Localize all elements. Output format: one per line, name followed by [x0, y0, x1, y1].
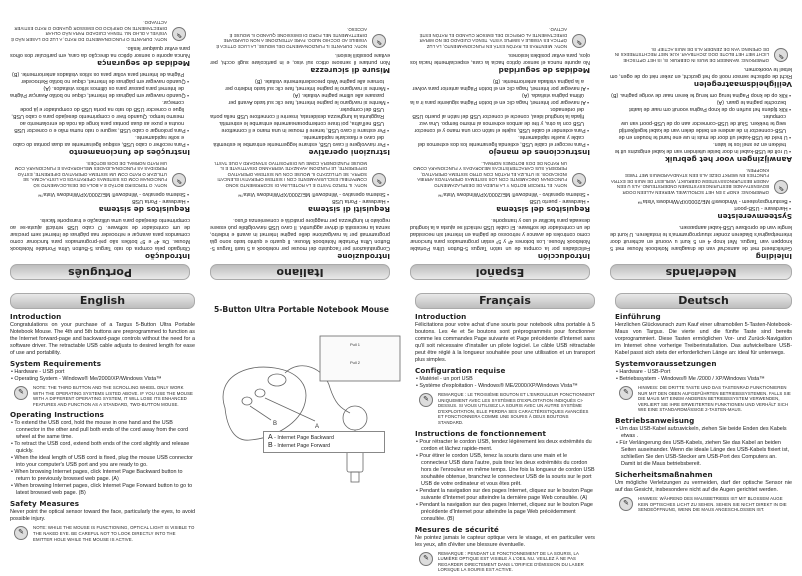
requirements-list	[415, 376, 595, 390]
list-item: • To extend the USB cord, hold the mouse in one hand and the USB connector in the other and pull both ends of the cord away from the cord wheel at the same time.	[10, 420, 195, 441]
note	[10, 525, 195, 542]
note-text: OPMERKING: WANNEER DE MUIS IN GEBRUIK IS, IS HET OPTISCHE LICHT MET HET BLOTE OOG ZICHTBAAR. KIJK NIET RECHTSTREEKS IN DE OPENING VAN DE ZENDER ALS DE MUIS ACTIEF IS.	[614, 46, 769, 64]
intro-title: Introdução	[144, 252, 190, 261]
note-icon: ✎	[419, 552, 433, 566]
inset-label-2: Pull 2	[350, 360, 361, 365]
requirements-title: Systeemvereisten	[717, 212, 792, 221]
intro-title: Introduction	[415, 312, 467, 321]
note	[610, 167, 792, 195]
list-item: • Quando navegar em páginas de Internet, clique no botão Avançar Página de Internet para passar para os últimos sítios visitados. (A)	[10, 84, 190, 98]
operating-list	[415, 439, 595, 523]
cord-reel	[343, 406, 367, 430]
section-francais	[405, 288, 605, 576]
section-nederlands	[600, 43, 802, 285]
list-item: • Hardware - USB port	[10, 369, 195, 376]
intro-title: Introducción	[537, 252, 590, 261]
note-icon: ✎	[14, 386, 28, 400]
safety-text: Never point the optical sensor toward the face, particularly the eyes, to avoid possible injury.	[10, 509, 195, 523]
note-text: REMARQUE : PENDANT LE FONCTIONNEMENT DE LA SOURIS, LA LUMIÈRE OPTIQUE EST VISIBLE À L'OEIL NU. VEILLEZ À NE PAS REGARDER DIRECTEMENT DANS L'ORIFICE D'ÉMISSION DU LASER LORSQUE LA SOURIS EST ACTIVE.	[438, 550, 584, 573]
list-item: • Hardware - puerto USB	[410, 197, 590, 204]
operating-title: Betriebsanweisung	[615, 415, 695, 425]
list-item: • Klik tijdens het surfen op de knop Pagina vooruit om naar de laatst bezochte pagina te gaan. (A)	[610, 98, 792, 112]
safety-title: Misure di sicurezza	[310, 66, 390, 76]
safety-title: Medidas de segurança	[97, 59, 190, 69]
language-heading: Italiano	[210, 264, 390, 280]
requirements-title: Systemvoraussetzungen	[615, 359, 717, 368]
safety-text: Ne pointez jamais le capteur optique vers le visage, et en particulier vers les yeux, afin d'éviter une blessure éventuelle.	[415, 534, 595, 548]
note-icon: ✎	[14, 526, 28, 540]
figure-legend	[263, 431, 385, 453]
list-item: • Pour rétracter le cordon USB, tendez légèrement les deux extrémités du cordon et lâchez rapide-ment.	[415, 439, 595, 453]
note-text: NOTE: WHILE THE MOUSE IS FUNCTIONING, OPTICAL LIGHT IS VISIBLE TO THE NAKED EYE. BE CAREFUL NOT TO LOOK DIRECTLY INTO THE EMITTER HOLE WHILE THE MOUSE IS ACTIVE.	[33, 525, 195, 542]
inset-label-1: Pull 1	[350, 342, 361, 347]
list-item: • U rolt de USB-kabel in door beide uiteinden van de kabel enigszins uit te trekken en ze snel los te laten.	[610, 140, 792, 154]
note-text: NOTA: DURANTE O FUNCIONAMENTO DO RATO, A LUZ DO LASER NÃO É VISÍVEL A OLHO NU. TENHA CUIDADO PARA NÃO OLHAR DIRECTAMENTE NO ORIFÍCIO DO EMISSOR QUANDO O RATO ESTIVER ACTIVADO.	[10, 20, 167, 43]
note	[210, 160, 390, 188]
safety-title: Veiligheidsmaatregelen	[693, 80, 792, 90]
requirements-title: System Requirements	[10, 359, 102, 368]
requirements-list	[210, 190, 390, 204]
list-item: • Besturingssysteem - Windows® ME/2000/XP/Windows Vista™	[610, 197, 792, 204]
section-english	[0, 288, 205, 545]
operating-title: Instructions de fonctionnement	[415, 428, 546, 438]
list-item: • Para extender el cable USB, sujete el ratón con una mano y el conector USB con la otra, y tire de ambos extremos al mismo tiempo. Una vez fijada la longitud ideal, conecte el conector USB del ratón al puerto USB del ordenador.	[410, 105, 590, 133]
list-item: • Betriebssystem - Windows® Me /2000 / XP/Windows Vista™	[615, 376, 792, 383]
requirements-list	[10, 369, 195, 383]
list-item: • Hardware - Porta USB	[10, 197, 190, 204]
intro-text: Felicidades por la compra de un ratón Targus 5-Button Ultra Portable Notebook Mouse. Los botones 4º y 5º están programados para funcionar como controles de avance y retroceso de página en Internet sin necesidad de un controlador de software. El cable USB retráctil se ajusta a la longitud deseada para facilitar el uso y transporte.	[410, 217, 590, 251]
note-text: NOTA: EL TERCER BOTÓN Y LA RUEDA DE DESPLAZAMIENTO FUNCIONAN ÚNICAMENTE CON LOS SISTEMAS OPERATIVOS ARRIBA INDICADOS. SI UTILIZA EL RATÓN CON OTRO SISTEMA OPERATIVO, PERDERÁ SUS CARACTERÍSTICAS MEJORADAS Y FUNCIONARÁ COMO UN RATÓN DE DOS BOTONES NORMAL.	[413, 160, 567, 188]
operating-list	[410, 77, 590, 147]
requirements-list	[410, 190, 590, 204]
note-icon: ✎	[572, 173, 586, 187]
intro-text: Gefeliciteerd met de aanschaf van de draagbare Notebook Mouse met 5 knoppen van Targus. Met knop 4 en 5 kunt u vooruit en achteruit door internetpagina's bladeren zonder stuurprogramma's te installeren. U kunt de lengte van de oprolbare USB-kabel aanpassen.	[610, 224, 792, 251]
callout-b: B	[273, 421, 278, 427]
upside-down-half	[0, 0, 802, 285]
note	[210, 27, 390, 49]
list-item: • Al navegar por Internet, haga clic en el botón Página anterior para volver a la página visitada anteriormente. (B)	[410, 77, 590, 91]
section-deutsch	[605, 288, 802, 516]
note	[610, 46, 792, 63]
note-icon: ✎	[774, 48, 788, 62]
requirements-list	[610, 197, 792, 211]
section-portugues	[0, 17, 200, 285]
note	[10, 20, 190, 42]
language-heading: Español	[410, 264, 590, 280]
list-item: • When browsing Internet pages, click Internet Page Forward button to go to latest browsed web page. (B)	[10, 483, 195, 497]
safety-title: Safety Measures	[10, 499, 80, 509]
list-item: • Für Verlängerung des USB-Kabels, ziehen Sie das Kabel an beiden Seiten auseinander. Wenn die ideale Länge des USB-Kabels fixiert ist, schließen Sie den USB-Stecker am USB-Port des Computers an. Damit ist die Maus betriebsbereit.	[615, 440, 792, 468]
note-icon: ✎	[619, 497, 633, 511]
note-icon: ✎	[172, 27, 186, 41]
note-text: NOTA: O TERCEIRO BOTÃO E A BOLA DE DESLOCAMENTO SÓ FUNCIONAM COM OS SISTEMAS OPERATIVOS DA LISTA ACIMA. SE UTILIZAR O RATO COM UM SISTEMA OPERATIVO DIFERENTE, ESTÃO PERDIDAS AS FUNCIONALIDADES MELHORADAS E FUNCIONARÁ COM UM RATO NORMAL DE DOIS BOTÕES.	[14, 160, 167, 188]
safety-text: No apunte nunca el sensor óptico hacia la cara, especialmente hacia los ojos, para evitar posibles lesiones.	[410, 52, 590, 66]
operating-title: Istruzioni operative	[308, 148, 390, 158]
list-item: • Per estrarre il cavo USB, tenere il mouse in una mano e il connettore USB nell'altra, poi tirare contemporaneamente entrambe le estremità. Raggiunta la lunghezza desiderata, inserire il connettore USB nella porta USB del computer.	[210, 105, 390, 133]
mouse-body	[223, 367, 306, 440]
note-icon: ✎	[372, 173, 386, 187]
requirements-title: Requisitos del sistema	[496, 205, 590, 214]
requirements-title: Configuration requise	[415, 366, 506, 375]
requirements-list	[615, 369, 792, 383]
list-item: • Sistema operativo - Windows® ME/2000/XP/Windows Vista™	[410, 190, 590, 197]
intro-title: Introduction	[10, 312, 62, 321]
intro-text: Félicitations pour votre achat d'une souris pour notebook ultra portable à 5 boutons. Les 4e et 5e boutons sont préprogrammés pour fonctionner comme les commandes Page suivante et Page précédente d'Internet sans qu'il soit nécessaire d'installer un pilote logiciel. Le câble USB rétractable peut être réglé à la longueur souhaitée pour une utilisation et un transport plus simples.	[415, 322, 595, 363]
note-text: NOTA: IL TERZO TASTO E LA ROTELLINA DI SCORRIMENTO SONO COMPATIBILI ESCLUSIVAMENTE CON I SISTEMI OPERATIVI ELENCATI SOPRA. SE UTILIZZATO IL MOUSE CON UN SISTEMA OPERATIVO DIFFERENTE, LE FUNZIONI AVANZATE VERRANNO DISATTIVATE E IL MOUSE FUNZIONERÀ COME UN DISPOSITIVO STANDARD A DUE TASTI.	[213, 160, 367, 188]
note-text: NOTA: DURANTE IL FUNZIONAMENTO DEL MOUSE, LA LUCE OTTICA È VISIBILE AD OCCHIO NUDO. FARE ATTENZIONE A NON GUARDARE DIRETTAMENTE NEL FORO DI EMISSIONE QUANDO IL MOUSE È ACCESO.	[216, 27, 367, 50]
list-item: • When browsing Internet pages, click Internet Page Backward button to return to previously browsed web page. (A)	[10, 469, 195, 483]
note	[415, 551, 595, 573]
list-item: • Pour étirer le cordon USB, tenez la souris dans une main et le connecteur USB dans l'autre, puis tirez les deux extrémités du cordon hors de l'enrouleur en même temps. Une fois la longueur de cordon USB souhaitée obtenue, branchez le connecteur USB de la souris sur le port USB de votre ordinateur et vous êtes prêt.	[415, 453, 595, 488]
list-item: • Sistema operativo - Windows® ME/2000/XP/Windows Vista™	[210, 190, 390, 197]
section-espanol	[400, 24, 600, 285]
note	[615, 496, 792, 513]
operating-title: Instruções de funcionamento	[68, 148, 190, 158]
safety-text: Richt de optische sensor nooit op het gezicht, en zeker niet op de ogen, om letsel te voorkomen.	[610, 66, 792, 80]
language-heading: Deutsch	[615, 293, 792, 309]
note-text: NOTA: MIENTRAS EL RATÓN ESTÁ EN FUNCIONAMIENTO, LA LUZ ÓPTICA ES VISIBLE A SIMPLE VISTA. TENGA CUIDADO DE NO MIRAR DIRECTAMENTE AL ORIFICIO DEL EMISOR CUANDO EL RATÓN ESTÉ ACTIVO.	[419, 27, 567, 50]
list-item: • Quando navegar em páginas de Internet, clique no botão Retroceder Página de Internet para voltar para os sítios visitados anteriormente. (B)	[10, 70, 190, 84]
safety-title: Sicherheitsmaßnahmen	[615, 469, 713, 479]
list-item: • Pendant la navigation sur des pages Internet, cliquez sur le bouton Page suivante d'Internet pour atteindre la dernière page Web consultée. (A)	[415, 488, 595, 502]
requirements-title: Requisiti di sistema	[307, 205, 390, 214]
list-item: • Para prolongar o cabo USB, segure o rato numa mão e o conector USB noutra e puxe as duas pontas para longe da roda de enrolamento ao mesmo tempo. Quando tiver o comprimento desejado para o cabo USB, ligue o conector USB do rato na porta USB do computador e já pode começar.	[10, 98, 190, 133]
note	[415, 392, 595, 426]
note-icon: ✎	[774, 180, 788, 194]
legend-item: A - Internet Page Backward	[268, 434, 334, 441]
operating-list	[615, 426, 792, 468]
list-item: • Matériel - un port USB	[415, 376, 595, 383]
list-item: • To retract the USB cord, extend both ends of the cord slightly and release quickly.	[10, 441, 195, 455]
intro-title: Einführung	[615, 312, 661, 321]
note-text: HINWEIS: WÄHREND DES MAUSBETRIEBS IST MIT BLOSSEM AUGE KEIN OPTISCHES LICHT ZU SEHEN. SEHEN SIE NICHT DIREKT IN DIE SENDEÖFFNUNG, WENN DIE MAUS ANGESCHLOSSEN IST.	[638, 495, 787, 513]
note	[10, 160, 190, 188]
safety-text: Um mögliche Verletzungen zu vermeiden, darf der optische Sensor nie auf das Gesicht, insbesondere nicht auf die Augen gerichtet werden.	[615, 479, 792, 493]
figure-title: 5-Button Ultra Portable Notebook Mouse	[214, 305, 389, 314]
list-item: • U trekt de USB-kabel uit door de muis in uw ene hand te houden en de USB-connector in de andere en beide delen van de kabel tegelijkertijd weg te trekken. Sluit de USB-connector aan op de USB-poort van uw computer.	[610, 112, 792, 140]
note-icon: ✎	[172, 173, 186, 187]
list-item: • Para recolher o cabo USB, estique ligeiramente as duas pontas do cabo e solte rapidamente.	[10, 133, 190, 147]
language-heading: Português	[10, 264, 190, 280]
list-item: • Operating System - Windows® Me/2000/XP/Windows Vista™	[10, 376, 195, 383]
intro-title: Inleiding	[755, 252, 792, 261]
list-item: • Per riavvolgere il cavo USB, estrarre leggermente entrambe le estremità del cavo e rilasciarle rapidamente.	[210, 133, 390, 147]
operating-list	[210, 77, 390, 147]
language-heading: Français	[415, 293, 595, 309]
list-item: • Hardware - Porta USB	[210, 197, 390, 204]
operating-list	[10, 70, 190, 147]
note	[410, 27, 590, 49]
requirements-title: Requisitos de sistema	[98, 205, 190, 214]
language-heading: Nederlands	[610, 264, 792, 280]
list-item: • Al navegar por Internet, haga clic en el botón Página siguiente para ir a la última página visitada. (A)	[410, 91, 590, 105]
note-icon: ✎	[619, 386, 633, 400]
operating-title: Operating Instructions	[10, 410, 105, 420]
safety-title: Medidas de seguridad	[498, 66, 590, 76]
operating-title: Aanwijzingen voor het gebruik	[664, 155, 792, 165]
note-icon: ✎	[419, 393, 433, 407]
scroll-wheel	[268, 374, 286, 386]
note-icon: ✎	[372, 34, 386, 48]
list-item: • When the ideal length of USB cord is fixed, plug the mouse USB connector into your computer's USB port and you are ready to go.	[10, 455, 195, 469]
list-item: • Para recoger el cable USB, extienda ligeramente los dos extremos del cable y suelte rápidamente.	[410, 133, 590, 147]
list-item: • Klik op de knop Pagina terug om terug te keren naar de vorige pagina. (B)	[610, 91, 792, 98]
section-italiano	[200, 24, 400, 285]
note-text: HINWEIS: DIE DRITTE TASTE UND DAS TASTENRAD FUNKTIONIEREN NUR MIT DEN OBEN AUFGEFÜHRTEN BETRIEBSSYSTEMEN. FALLS SIE DIE MAUS MIT EINEM ANDEREN BETRIEBSSYSTEM VERWENDEN, VERLIERT SIE IHRE ERWEITERTEN FUNKTIONEN UND VERHÄLT SICH WIE EINE STANDARDMÄSSIGE 2-TASTEN-MAUS.	[638, 385, 791, 413]
safety-text: Nunca aponte o sensor óptico na direcção da cara, em particular dos olhos para evitar qualquer lesão.	[10, 45, 190, 59]
intro-text: Congratulazioni per l'acquisto del mouse per notebook a 5 tasti Targus 5-Button Ultra Portable Notebook Mouse. Il quarto e quinto tasto sono già programmati per la navigazione delle pagine Internet in avanti e indietro, senza la necessità di driver aggiuntivi. Il cavo USB riavvolgibile può essere regolato in lunghezza per maggiore praticità e convenienza d'uso.	[210, 217, 390, 251]
intro-text: Obrigado pela compra do rato Targus 5-Button Ultra Portable Notebook Mouse. Os 4º e 5º botões são pré-programados para funcionar como comandos para avançar e retroceder nas páginas de Internet sem precisar de um controlador de software. O cabo USB retráctil ajusta-se ao comprimento desejado para uma utilização e transporte fáceis.	[10, 217, 190, 251]
intro-text: Herzlichen Glückwunsch zum Kauf einer ultramobilen 5-Tasten-Notebook-Maus von Targus. Die vierte und die fünfte Taste sind bereits vorprogrammiert. Diese Tasten ermöglichen Vor- und Zurück-Navigation im Internet ohne vorherige Treiberinstallation. Das aufwickelbare USB-Kabel passt sich stets der erforderlichen Länge an: ideal für unterwegs.	[615, 322, 792, 356]
language-heading: English	[10, 293, 195, 309]
list-item: • Système d'exploitation - Windows® ME/2000/XP/Windows Vista™	[415, 383, 595, 390]
button-b	[242, 397, 252, 405]
list-item: • Hardware - USB-poort	[610, 204, 792, 211]
operating-list	[610, 91, 792, 154]
list-item: • Hardware - USB-Port	[615, 369, 792, 376]
note-text: NOTE: THE THIRD BUTTON AND THE SCROLLING WHEEL ONLY WORK WITH THE OPERATING SYSTEMS LISTED ABOVE. IF YOU USE THE MOUSE WITH A DIFFERENT OPERATING SYSTEM, IT WILL LOSE ITS ENHANCED FEATURES AND FUNCTION AS A STANDARD, TWO-BUTTON MOUSE.	[33, 385, 194, 407]
intro-text: Congratulations on your purchase of a Targus 5-Button Ultra Portable Notebook Mouse. The 4th and 5th buttons are preprogrammed to function as the Internet forward-page and backward-page controls without the need for a software driver. The retractable USB cable adjusts to desired length for ease of use and portability.	[10, 322, 195, 356]
list-item: • Pendant la navigation sur des pages Internet, cliquez sur le bouton Page précédente d'Internet pour atteindre la page Web précédemment consultée. (B)	[415, 502, 595, 523]
list-item: • Sistema operativo - Windows® ME/2000/XP/Windows Vista™	[10, 190, 190, 197]
note-text: OPMERKING: KNOP 3 EN HET SCROLLWIEL WERKEN ALLEEN DOOR BOVENSTAANDE BESTURINGSSYSTEMEN ONDERSTEUND. ALS U EEN ANDER BESTURINGSSYSTEEM GEBRUIKT, VERLIEST DE MUIS DE EXTRA FUNCTIES EN WERKT DEZE ALS EEN STANDAARDMUIS MET TWEE KNOPPEN.	[611, 167, 769, 195]
list-item: • Mentre si navigano le pagine Internet, fare clic sul tasto Avanti per passare alle ultime pagine visitate. (A)	[210, 91, 390, 105]
operating-list	[10, 420, 195, 497]
button-a	[255, 389, 265, 397]
legend-item: B - Internet Page Forward	[268, 442, 331, 449]
callout-a: A	[315, 424, 320, 430]
note-icon: ✎	[572, 34, 586, 48]
safety-text: Non puntare il sensore ottico sul viso, e in particolare sugli occhi, per evitare possibili lesioni.	[210, 52, 390, 66]
note	[615, 385, 792, 413]
safety-title: Mesures de sécurité	[415, 524, 499, 534]
intro-title: Introduzione	[337, 252, 390, 261]
list-item: • Mentre si navigano le pagine Internet, fare clic sul tasto Indietro per tornare alle pagine Web precedentemente visitate. (B)	[210, 77, 390, 91]
note	[410, 160, 590, 188]
note-text: REMARQUE : LE TROISIÈME BOUTON ET L'ENROULEUR FONCTIONNENT UNIQUEMENT AVEC LES SYSTÈMES D'EXPLOITATION INDIQUÉS CI-DESSUS. SI VOUS UTILISEZ LA SOURIS AVEC UN AUTRE SYSTÈME D'EXPLOITATION, ELLE PERDRA SES CARACTÉRISTIQUES AVANCÉES ET FONCTIONNERA COMME UNE SOURIS À DEUX BOUTONS STANDARD.	[438, 392, 595, 425]
mouse-illustration	[205, 328, 405, 498]
note	[10, 385, 195, 407]
operating-title: Instrucciones de manejo	[488, 148, 590, 158]
list-item: • Um das USB-Kabel aufzuwickeln, ziehen Sie beide Enden des Kabels etwas .	[615, 426, 792, 440]
requirements-list	[10, 190, 190, 204]
upright-half	[0, 288, 802, 573]
